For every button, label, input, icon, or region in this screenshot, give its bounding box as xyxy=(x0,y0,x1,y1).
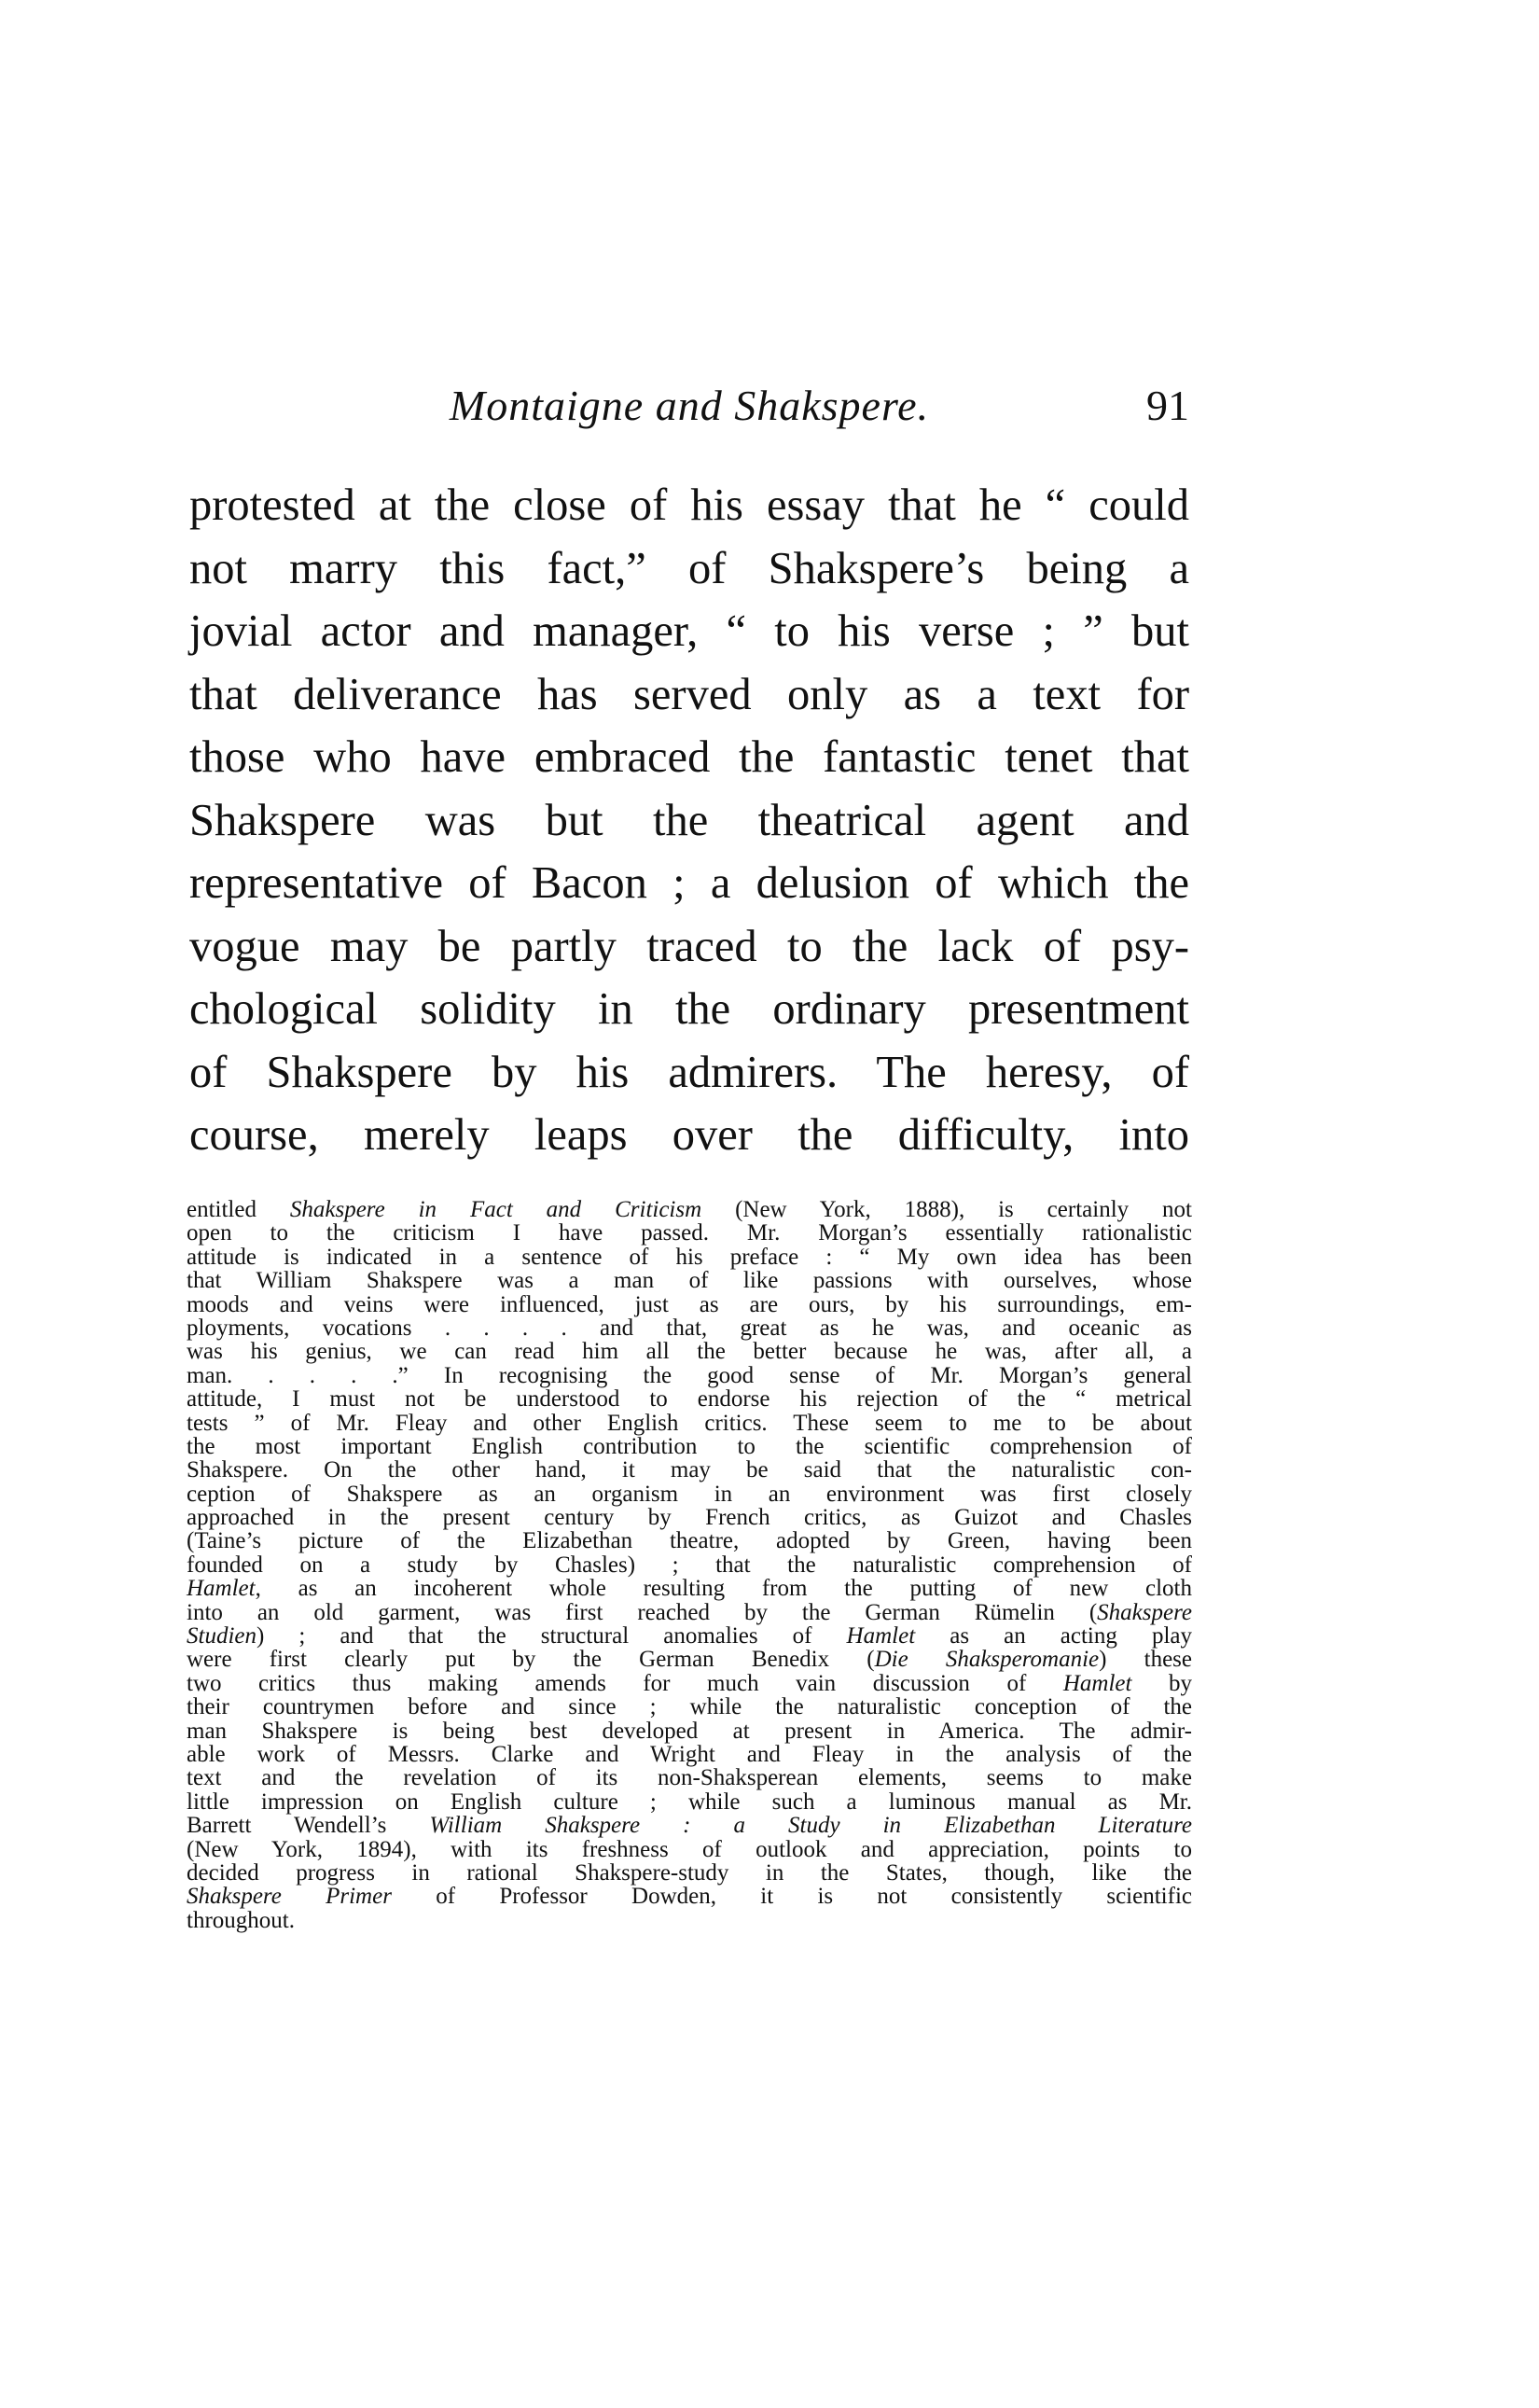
footnote-line xyxy=(187,1885,1192,1908)
footnote-line xyxy=(187,1458,1192,1482)
footnote-run: decided progress in rational Shakspere-study in the States, though, like the xyxy=(187,1859,1192,1886)
footnote-run: man. . . . .” In recognising the good sense of Mr. Morgan’s general xyxy=(187,1362,1192,1388)
footnote-line xyxy=(187,1316,1192,1340)
body-line: those who have embraced the fantastic tenet that xyxy=(189,732,1189,782)
footnote-line xyxy=(187,1293,1192,1316)
footnote-run: the most important English contribution to the scientific comprehension of xyxy=(187,1433,1192,1459)
footnote-italic-run: Hamlet xyxy=(846,1623,916,1649)
footnote-run: Shakspere. On the other hand, it may be said that the naturalistic con- xyxy=(187,1457,1192,1483)
footnote-line xyxy=(187,1246,1192,1269)
footnote-line xyxy=(187,1412,1192,1435)
body-line: of Shakspere by his admirers. The heresy, of xyxy=(189,1047,1189,1097)
footnote-line xyxy=(187,1648,1192,1671)
body-line: jovial actor and manager, “ to his verse ; ” but xyxy=(189,606,1189,656)
footnote-run: throughout. xyxy=(187,1907,295,1933)
footnote-italic-run: Studien xyxy=(187,1623,256,1649)
footnote-line xyxy=(187,1719,1192,1743)
footnote-line xyxy=(187,1529,1192,1552)
page-number: 91 xyxy=(1146,382,1189,429)
body-line: protested at the close of his essay that he “ could xyxy=(189,480,1189,530)
footnote-line xyxy=(187,1221,1192,1245)
footnote-line xyxy=(187,1814,1192,1837)
footnote-run: attitude is indicated in a sentence of his preface : “ My own idea has been xyxy=(187,1244,1192,1270)
footnote-run: Barrett Wendell’s xyxy=(187,1813,430,1839)
footnote-run: ployments, vocations . . . . and that, great as he was, and oceanic as xyxy=(187,1315,1192,1341)
footnote-run: as an acting play xyxy=(915,1623,1192,1649)
footnote-run: into an old garment, was first reached by the German Rümelin ( xyxy=(187,1599,1098,1625)
footnote-run: moods and veins were influenced, just as are ours, by his surroundings, em- xyxy=(187,1291,1192,1317)
running-title: Montaigne and Shakspere. xyxy=(449,382,930,429)
footnote-line xyxy=(187,1269,1192,1292)
footnote-run: that William Shakspere was a man of like passions with ourselves, whose xyxy=(187,1268,1192,1294)
footnote-run: attitude, I must not be understood to endorse his rejection of the “ metrical xyxy=(187,1386,1192,1413)
footnote-line xyxy=(187,1766,1192,1789)
body-line: Shakspere was but the theatrical agent and xyxy=(189,795,1189,845)
footnote-line xyxy=(187,1743,1192,1766)
footnote-line xyxy=(187,1198,1192,1221)
footnote-run: approached in the present century by French critics, as Guizot and Chasles xyxy=(187,1505,1192,1531)
footnote-italic-run: Shakspere xyxy=(1097,1599,1192,1625)
footnote-run: text and the revelation of its non-Shaksperean elements, seems to make xyxy=(187,1765,1192,1791)
footnote-line xyxy=(187,1482,1192,1506)
footnote-line xyxy=(187,1435,1192,1458)
footnote-run: tests ” of Mr. Fleay and other English critics. These seem to me to be about xyxy=(187,1410,1192,1436)
body-line: course, merely leaps over the difficulty, into xyxy=(189,1110,1189,1160)
footnote-run: two critics thus making amends for much vain discussion of xyxy=(187,1670,1063,1696)
footnote-line xyxy=(187,1340,1192,1363)
footnote-italic-run: Hamlet xyxy=(1062,1670,1132,1696)
footnote-run: (New York, 1888), is certainly not xyxy=(701,1197,1192,1222)
footnote-line xyxy=(187,1861,1192,1885)
footnote-italic-run: Die Shaksperomanie xyxy=(874,1647,1100,1673)
footnote-line xyxy=(187,1601,1192,1624)
body-line: not marry this fact,” of Shakspere’s being a xyxy=(189,543,1189,593)
footnote-line xyxy=(187,1695,1192,1719)
running-head xyxy=(189,381,1189,437)
footnote-run: able work of Messrs. Clarke and Wright and Fleay in the analysis of the xyxy=(187,1741,1192,1767)
footnote-run: ) ; and that the structural anomalies of xyxy=(256,1623,847,1649)
footnote-run: their countrymen before and since ; while the naturalistic conception of the xyxy=(187,1694,1192,1720)
footnote-run: little impression on English culture ; while such a luminous manual as Mr. xyxy=(187,1789,1192,1815)
footnote-line xyxy=(187,1909,1192,1932)
body-text xyxy=(189,474,1189,1167)
footnote-run: ) these xyxy=(1099,1647,1192,1673)
body-line: vogue may be partly traced to the lack of psy- xyxy=(189,921,1189,971)
footnote-run: open to the criticism I have passed. Mr. Morgan’s essentially rationalistic xyxy=(187,1220,1192,1246)
footnote-line xyxy=(187,1790,1192,1814)
footnote-line xyxy=(187,1364,1192,1387)
footnote-run: founded on a study by Chasles) ; that the naturalistic comprehension of xyxy=(187,1552,1192,1578)
footnote-line xyxy=(187,1387,1192,1411)
footnote-run: were first clearly put by the German Benedix ( xyxy=(187,1647,875,1673)
footnote-italic-run: Shakspere Primer xyxy=(187,1884,392,1910)
footnote-line xyxy=(187,1577,1192,1600)
footnote-run: was his genius, we can read him all the better because he was, after all, a xyxy=(187,1339,1192,1365)
body-line: chological solidity in the ordinary presentment xyxy=(189,984,1189,1034)
footnote-line xyxy=(187,1672,1192,1695)
footnote-run: ception of Shakspere as an organism in an environment was first closely xyxy=(187,1481,1192,1507)
footnote-line xyxy=(187,1624,1192,1648)
body-line: representative of Bacon ; a delusion of which the xyxy=(189,858,1189,908)
footnote-run: entitled xyxy=(187,1197,290,1222)
footnote-run: , as an incoherent whole resulting from the putting of new cloth xyxy=(255,1576,1192,1602)
footnote-line xyxy=(187,1838,1192,1861)
footnote-run: by xyxy=(1131,1670,1193,1696)
footnote-italic-run: Hamlet xyxy=(187,1576,256,1602)
footnote-italic-run: Shakspere in Fact and Criticism xyxy=(289,1197,702,1222)
footnote-run: man Shakspere is being best developed at present in America. The admir- xyxy=(187,1718,1192,1744)
footnote-line xyxy=(187,1553,1192,1577)
footnote-run: of Professor Dowden, it is not consistently scientific xyxy=(391,1884,1192,1910)
footnote-italic-run: William Shakspere : a Study in Elizabethan Literature xyxy=(429,1813,1193,1839)
footnote xyxy=(187,1198,1192,1932)
body-line: that deliverance has served only as a text for xyxy=(189,669,1189,719)
footnote-line xyxy=(187,1506,1192,1529)
footnote-run: (New York, 1894), with its freshness of outlook and appreciation, points to xyxy=(187,1836,1192,1862)
footnote-run: (Taine’s picture of the Elizabethan theatre, adopted by Green, having been xyxy=(187,1528,1192,1554)
